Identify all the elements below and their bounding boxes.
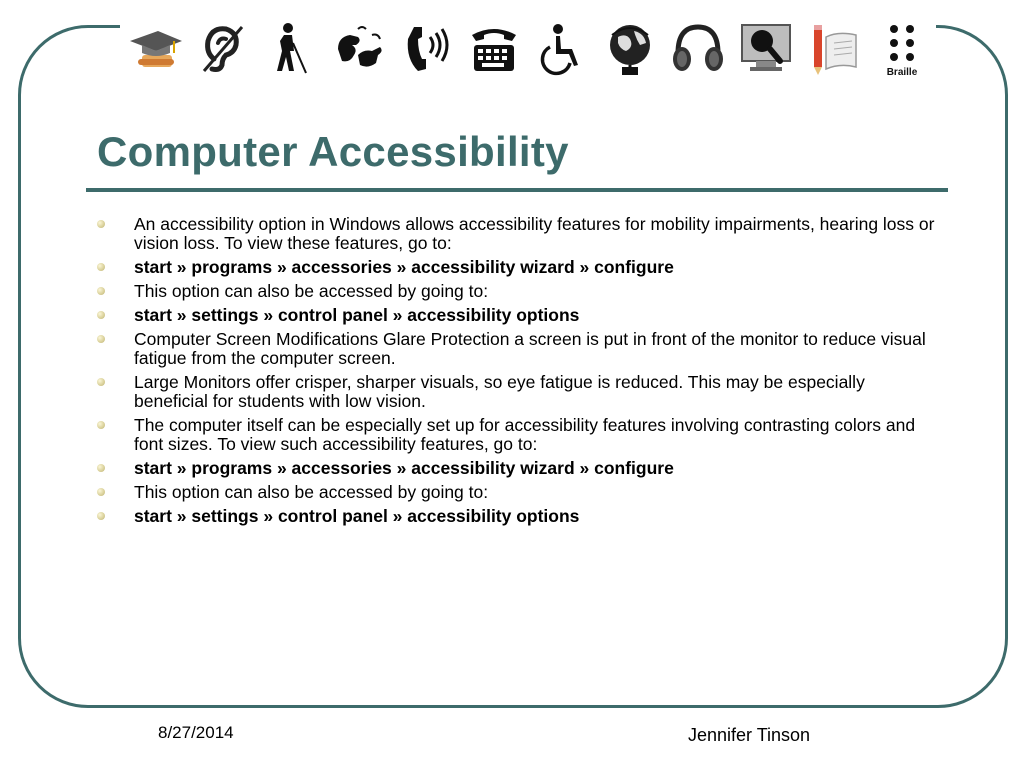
bullet-item [96, 416, 936, 454]
title-underline [86, 188, 948, 192]
sign-language-icon [324, 16, 392, 82]
bullet-item [96, 373, 936, 411]
wheelchair-icon [528, 16, 596, 82]
bullet-item [96, 306, 936, 325]
bullet-icon [97, 263, 105, 271]
blind-person-cane-icon [256, 16, 324, 82]
bullet-text: start » settings » control panel » accessibility options [134, 305, 580, 325]
bullet-item [96, 258, 936, 277]
bullet-icon [97, 421, 105, 429]
braille-icon [868, 16, 936, 82]
bullet-item [96, 507, 936, 526]
bullet-item [96, 459, 936, 478]
footer-date: 8/27/2014 [158, 723, 234, 742]
bullet-text: Large Monitors offer crisper, sharper visuals, so eye fatigue is reduced. This may be especially beneficial for students with low vision. [134, 372, 865, 411]
bullet-icon [97, 464, 105, 472]
bullet-list [96, 215, 936, 531]
tty-phone-icon [460, 16, 528, 82]
bullet-text: Computer Screen Modifications Glare Protection a screen is put in front of the monitor to reduce visual fatigue from the computer screen. [134, 329, 926, 368]
svg-text:Braille: Braille [886, 67, 918, 78]
bullet-item [96, 215, 936, 253]
bullet-text: This option can also be accessed by going to: [134, 281, 489, 301]
headphones-icon [664, 16, 732, 82]
pencil-book-icon [800, 16, 868, 82]
bullet-text: start » settings » control panel » accessibility options [134, 506, 580, 526]
globe-icon [596, 16, 664, 82]
monitor-magnifier-icon [732, 16, 800, 82]
bullet-text: The computer itself can be especially set up for accessibility features involving contrasting colors and font sizes. To view such accessibility features, go to: [134, 415, 916, 454]
graduation-cap-icon [120, 16, 188, 82]
bullet-item [96, 282, 936, 301]
bullet-text: start » programs » accessories » accessibility wizard » configure [134, 458, 674, 478]
bullet-text: start » programs » accessories » accessibility wizard » configure [134, 257, 674, 277]
bullet-text: An accessibility option in Windows allows accessibility features for mobility impairments, hearing loss or vision loss. To view these features, go to: [134, 214, 935, 253]
bullet-text: This option can also be accessed by going to: [134, 482, 489, 502]
bullet-icon [97, 335, 105, 343]
bullet-item [96, 483, 936, 502]
bullet-icon [97, 220, 105, 228]
hearing-loss-icon [188, 16, 256, 82]
bullet-icon [97, 512, 105, 520]
accessibility-icon-bar [120, 16, 936, 82]
slide-title: Computer Accessibility [97, 128, 569, 175]
bullet-icon [97, 488, 105, 496]
bullet-icon [97, 311, 105, 319]
footer-author: Jennifer Tinson [688, 725, 811, 745]
bullet-icon [97, 378, 105, 386]
volume-control-phone-icon [392, 16, 460, 82]
bullet-icon [97, 287, 105, 295]
bullet-item [96, 330, 936, 368]
